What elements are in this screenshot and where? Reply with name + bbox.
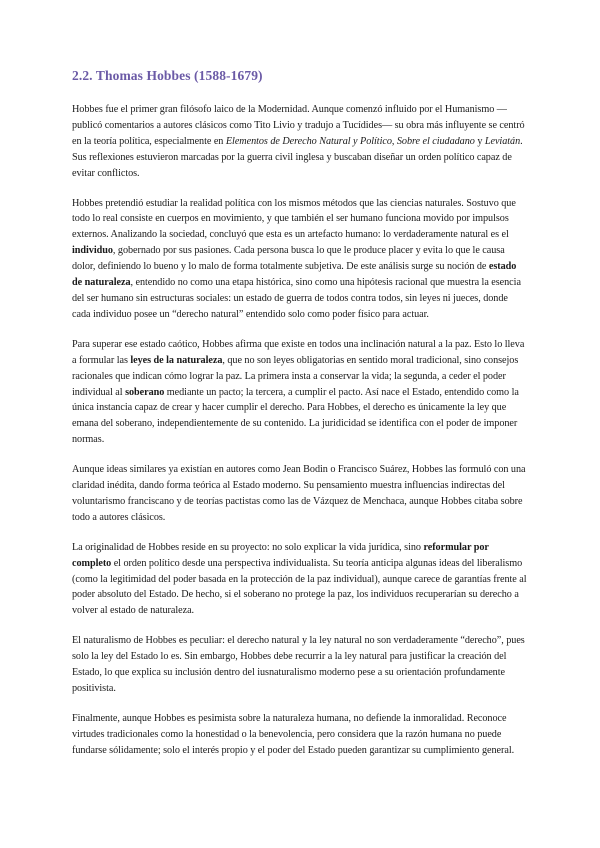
text-run: Finalmente, aunque Hobbes es pesimista sobre la naturaleza humana, no defiende la inmoralidad. Reconoce virtudes tradicionales como la honestidad o la benevolencia, pero considera que la razón humana no puede fundarse sólidamente; solo el interés propio y el poder del Estado pueden garantizar su cumplimiento general. [72, 712, 515, 756]
italic-title: Elementos de Derecho Natural y Político [225, 135, 392, 147]
text-run: Aunque ideas similares ya existían en autores como Jean Bodin o Francisco Suárez, Hobbes las formuló con una claridad inédita, dando forma teórica al Estado moderno. Su pensamiento muestra influencias indirectas del voluntarismo franciscano y de teorías pactistas como las de Vázquez de Menchaca, aunque Hobbes citaba sobre todo a autores clásicos. [72, 464, 526, 523]
text-run: , [391, 135, 397, 147]
text-run: , entendido no como una etapa histórica, sino como una hipótesis racional que muestra la esencia del ser humano sin estructuras sociales: un estado de guerra de todos contra todos, sin leyes ni jueces, donde cada individuo posee un “derecho natural” entendido solo como poder físico para actuar. [72, 277, 521, 320]
bold-term: estado de naturaleza [72, 261, 517, 289]
paragraph-7 [72, 711, 528, 759]
text-run: . Sus reflexiones estuvieron marcadas por la guerra civil inglesa y buscaban diseñar un orden político capaz de evitar conflictos. [72, 135, 523, 179]
text-run: Hobbes pretendió estudiar la realidad política con los mismos métodos que las ciencias naturales. Sostuvo que todo lo real consiste en cuerpos en movimiento, y que también el ser humano funciona movido por impulsos externos. Analizando la sociedad, concluyó que esta es un artefacto humano: lo verdaderamente natural es el [72, 197, 516, 241]
section-title: 2.2. Thomas Hobbes (1588-1679) [72, 68, 263, 83]
paragraph-4 [72, 462, 528, 526]
text-run: y [474, 135, 485, 147]
text-run: , que no son leyes obligatorias en sentido moral tradicional, sino consejos racionales que indican cómo lograr la paz. La primera insta a conservar la vida; la segunda, a ceder el poder individual al [72, 354, 519, 398]
text-run: La originalidad de Hobbes reside en su proyecto: no solo explicar la vida jurídica, sino [72, 541, 424, 553]
paragraph-5 [72, 540, 528, 620]
bold-term: individuo [72, 245, 113, 257]
bold-term: leyes de la naturaleza [130, 354, 223, 366]
text-run: , gobernado por sus pasiones. Cada persona busca lo que le produce placer y evita lo que le causa dolor, definiendo lo bueno y lo malo de forma totalmente subjetiva. De este análisis surge su noción de [72, 245, 505, 273]
paragraph-1 [72, 102, 528, 182]
paragraph-3 [72, 337, 528, 448]
text-run: Hobbes fue el primer gran filósofo laico de la Modernidad. Aunque comenzó influido por el Humanismo —publicó comentarios a autores clásicos como Tito Livio y tradujo a Tucídides— su obra más influyente se centró en la teoría política, especialmente en [72, 104, 525, 147]
text-run: el orden político desde una perspectiva individualista. Su teoría anticipa algunas ideas del liberalismo (como la legitimidad del poder basada en la protección de la paz individual), aunque carece de garantías frente al poder absoluto del Estado. De hecho, si el soberano no protege la paz, los individuos recuperarían su derecho a volver al estado de naturaleza. [72, 557, 527, 617]
paragraph-2 [72, 196, 528, 323]
paragraph-6 [72, 633, 528, 697]
italic-title: Leviatán [484, 135, 521, 147]
bold-term: reformular por completo [72, 541, 489, 569]
bold-term: soberano [125, 386, 165, 398]
text-run: Para superar ese estado caótico, Hobbes afirma que existe en todos una inclinación natural a la paz. Esto lo lleva a formular las [72, 338, 525, 366]
text-run: El naturalismo de Hobbes es peculiar: el derecho natural y la ley natural no son verdaderamente “derecho”, pues solo la ley del Estado lo es. Sin embargo, Hobbes debe recurrir a la ley natural para justificar la creación del Estado, lo que explica su inclusión dentro del iusnaturalismo moderno pese a su orientación profundamente positivista. [72, 635, 525, 694]
italic-title: Sobre el ciudadano [396, 135, 475, 147]
document-page [72, 68, 528, 773]
text-run: mediante un pacto; la tercera, a cumplir el pacto. Así nace el Estado, entendido como la única instancia capaz de crear y hacer cumplir el derecho. Para Hobbes, el derecho es únicamente la ley que emana del soberano, independientemente de su contenido. La juridicidad se identifica con el poder de imponer normas. [72, 386, 519, 446]
